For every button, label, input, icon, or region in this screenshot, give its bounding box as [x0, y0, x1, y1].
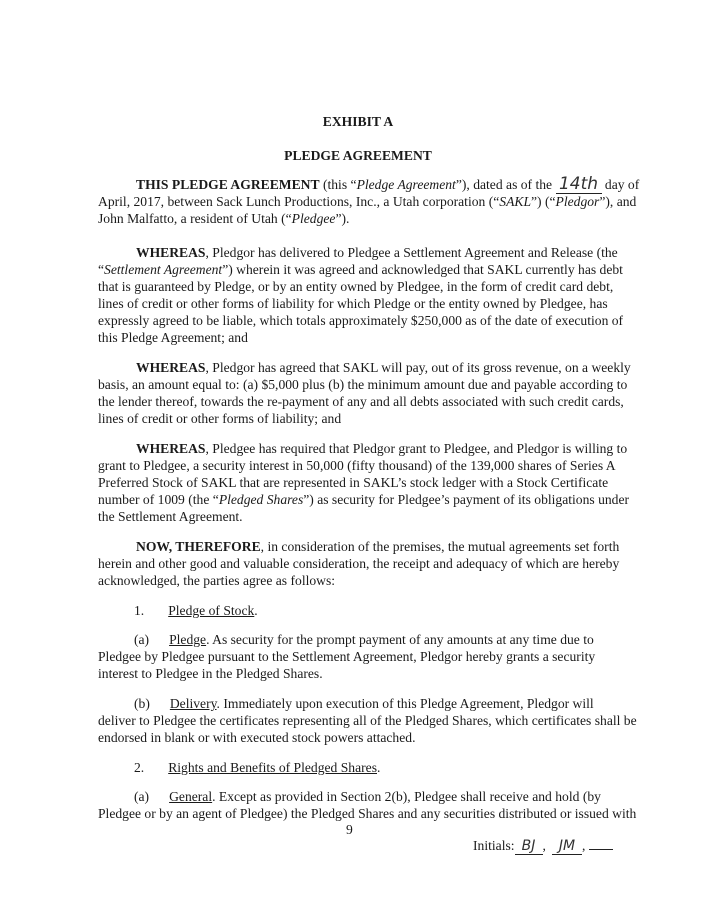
p2-line4: lines of credit or other forms of liability for which Pledge or the entity owned by Pledgee, has: [98, 296, 608, 311]
p4-line4: number of 1009 (the “Pledged Shares”) as security for Pledgee’s payment of its obligations under: [98, 492, 630, 507]
p5-line2: herein and other good and valuable consideration, the receipt and adequacy of which are hereby: [98, 556, 620, 571]
section-1a-line3: interest to Pledgee in the Pledged Shares.: [98, 666, 323, 681]
initials-handwritten-2: JM: [558, 838, 576, 854]
p2-line3: that is guaranteed by Pledge, or by an entity owned by Pledgee, in the form of credit card debt,: [98, 279, 614, 294]
day-handwritten: 14th: [558, 174, 599, 194]
p1-line3: John Malfatto, a resident of Utah (“Pledgee”).: [98, 211, 350, 226]
p4-line3: Preferred Stock of SAKL that are represented in SAKL’s stock ledger with a Stock Certificate: [98, 475, 609, 490]
section-1a-line2: Pledgee by Pledgee pursuant to the Settlement Agreement, Pledgor hereby grants a security: [98, 649, 596, 664]
section-1b-line3: endorsed in blank or with executed stock powers attached.: [98, 730, 416, 745]
initials-label: Initials:: [473, 838, 515, 853]
p2-line1: WHEREAS, Pledgor has delivered to Pledgee a Settlement Agreement and Release (the: [136, 245, 618, 260]
page-number: 9: [346, 822, 353, 837]
p2-line2: “Settlement Agreement”) wherein it was agreed and acknowledged that SAKL currently has debt: [98, 262, 623, 277]
p5-line1: NOW, THEREFORE, in consideration of the premises, the mutual agreements set forth: [136, 539, 620, 554]
initials-blank-2: [552, 838, 582, 855]
day-blank: [556, 176, 602, 194]
section-2-heading: 2. Rights and Benefits of Pledged Shares.: [134, 760, 381, 775]
section-1b-line1: (b) Delivery. Immediately upon execution of this Pledge Agreement, Pledgor will: [134, 696, 594, 711]
doc-title: PLEDGE AGREEMENT: [284, 148, 432, 163]
initials-handwritten-1: BJ: [521, 838, 536, 854]
section-1b-line2: deliver to Pledgee the certificates representing all of the Pledged Shares, which certificates shall be: [98, 713, 637, 728]
exhibit-title: EXHIBIT A: [322, 114, 394, 129]
initials-block: Initials: BJ , JM ,: [473, 838, 613, 855]
p4-line2: grant to Pledgee, a security interest in 50,000 (fifty thousand) of the 139,000 shares of Series A: [98, 458, 616, 473]
section-1-heading: 1. Pledge of Stock.: [134, 603, 258, 618]
p5-line3: acknowledged, the parties agree as follows:: [98, 573, 336, 588]
p2-line5: expressly agreed to be liable, which totals approximately $250,000 as of the date of execution of: [98, 313, 624, 328]
p4-line1: WHEREAS, Pledgee has required that Pledgor grant to Pledgee, and Pledgor is willing to: [136, 441, 628, 456]
initials-blank-1: [515, 838, 543, 855]
p2-line6: this Pledge Agreement; and: [98, 330, 248, 345]
section-2a-line2: Pledgee or by an agent of Pledgee) the Pledged Shares and any securities distributed or issued with: [98, 806, 637, 821]
section-2a-line1: (a) General. Except as provided in Section 2(b), Pledgee shall receive and hold (by: [134, 789, 601, 804]
p3-line4: lines of credit or other forms of liability; and: [98, 411, 342, 426]
p3-line3: the lender thereof, towards the re-payment of any and all debts associated with such credit cards,: [98, 394, 624, 409]
p4-line5: the Settlement Agreement.: [98, 509, 243, 524]
p1-line1: THIS PLEDGE AGREEMENT (this “Pledge Agreement”), dated as of the 14th day of: [136, 174, 640, 194]
section-1a-line1: (a) Pledge. As security for the prompt payment of any amounts at any time due to: [134, 632, 594, 647]
p3-line1: WHEREAS, Pledgor has agreed that SAKL will pay, out of its gross revenue, on a weekly: [136, 360, 631, 375]
p1-line2: April, 2017, between Sack Lunch Productions, Inc., a Utah corporation (“SAKL”) (“Pledgor”), and: [98, 194, 637, 209]
p3-line2: basis, an amount equal to: (a) $5,000 plus (b) the minimum amount due and payable according to: [98, 377, 628, 392]
initials-blank-3: [589, 849, 613, 850]
